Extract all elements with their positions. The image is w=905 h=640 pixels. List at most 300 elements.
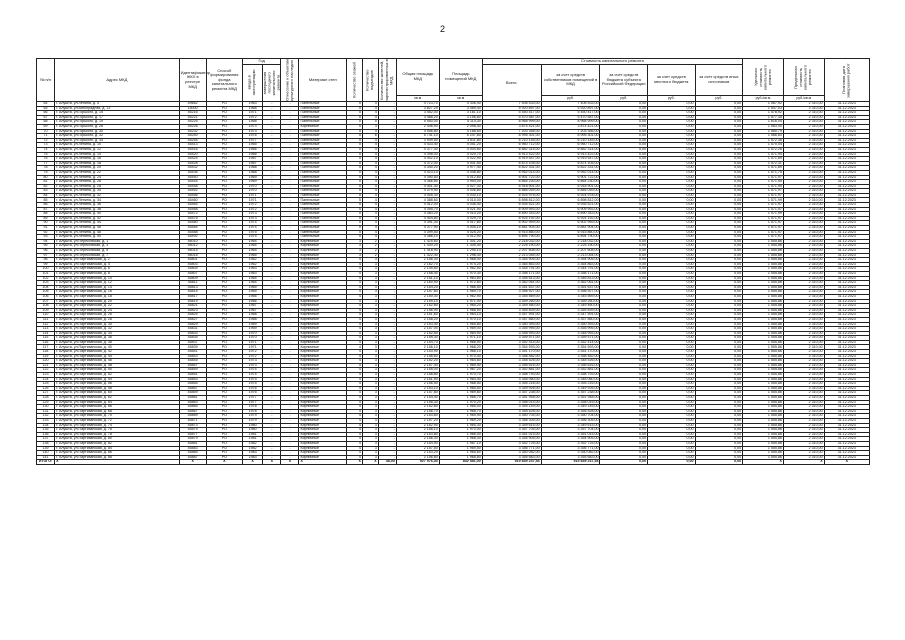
table-cell: 2 310,00 [783,193,824,198]
table-cell: - [281,221,299,226]
table-cell: 45424 [179,157,206,162]
table-cell: 31.12.2023 [824,102,869,107]
unit-max-cost: руб./кв.м [783,96,824,102]
table-cell: - [281,102,299,107]
table-cell: 31.12.2023 [824,147,869,152]
table-cell: - [281,409,299,414]
table-cell: - [378,304,396,309]
table-cell: 45456 [179,193,206,198]
table-cell: РО [206,396,242,401]
table-cell: 2 151,90 [396,377,439,382]
table-cell: 1 555,86 [743,317,784,322]
table-cell: - [263,106,281,111]
table-cell: - [281,106,299,111]
table-cell: 45879 [179,437,206,442]
table-cell: - [263,170,281,175]
table-cell: 31.12.2023 [824,304,869,309]
table-cell: 95 [37,244,55,249]
table-cell: - [281,382,299,387]
table-cell: Панельные [299,102,347,107]
table-cell: 3 364 863,00 [482,262,541,267]
table-cell: 45440 [179,175,206,180]
table-cell: РО [206,124,242,129]
table-cell: 1962 [242,258,262,263]
table-cell: 1 555,86 [743,354,784,359]
table-cell: г. Алушта, ул.Партизанская, д. 58 [55,386,179,391]
table-cell: 0,00 [695,391,743,396]
table-cell: 1 969,70 [439,290,482,295]
table-cell: 0,00 [648,147,696,152]
table-cell: Кирпичные [299,350,347,355]
table-cell: - [378,184,396,189]
table-cell: 3 352 881,00 [541,368,600,373]
table-cell: 0,00 [600,354,648,359]
table-cell: - [281,350,299,355]
table-cell: г. Алушта, ул.Партизанская, д. 40 [55,345,179,350]
table-cell: 31.12.2023 [824,363,869,368]
table-cell: 45821 [179,304,206,309]
table-cell: 1 964,40 [439,377,482,382]
table-cell: 3 351 637,00 [541,285,600,290]
table-cell: 31.12.2023 [824,340,869,345]
table-cell: 31.12.2023 [824,322,869,327]
table-cell: 4 [347,363,363,368]
table-cell: - [263,423,281,428]
table-cell: 4 340,20 [396,166,439,171]
table-cell: - [281,386,299,391]
table-cell: 31.12.2023 [824,129,869,134]
table-cell: - [281,166,299,171]
table-cell: 919 839 237,54 [541,460,600,465]
table-cell: 31.12.2023 [824,391,869,396]
table-cell: 3 352 881,00 [482,368,541,373]
table-cell: 3 [362,396,378,401]
table-cell: 1 968,20 [439,345,482,350]
table-cell: 2 310,00 [783,276,824,281]
table-cell: 0,00 [695,345,743,350]
table-cell: 4 [362,184,378,189]
table-cell: 4 [362,193,378,198]
table-cell: 1966 [242,152,262,157]
table-cell: г. Алушта, ул.Партизанская, д. 28 [55,317,179,322]
table-cell: 0,00 [648,226,696,231]
table-cell: 0,00 [648,175,696,180]
table-cell: РО [206,327,242,332]
table-cell: Кирпичные [299,239,347,244]
table-cell: 6 952 014,00 [541,170,600,175]
table-cell: 0,00 [695,455,743,460]
table-cell: 4 006,80 [439,189,482,194]
table-cell: 1 547,03 [743,106,784,111]
table-cell: - [263,239,281,244]
table-cell: РО [206,152,242,157]
table-cell: 100 [37,267,55,272]
table-cell: 4 188,60 [439,129,482,134]
table-cell: 31.12.2023 [824,405,869,410]
table-cell: 2 [362,244,378,249]
table-cell: 2 310,00 [783,262,824,267]
table-cell: 0,00 [695,382,743,387]
table-cell: Кирпичные [299,253,347,258]
table-cell: 0,00 [695,368,743,373]
table-cell: 0,00 [600,212,648,217]
table-cell: г. Алушта, ул.Горького, д. 15 [55,111,179,116]
table-cell: 0,00 [600,124,648,129]
table-cell: 31.12.2023 [824,281,869,286]
table-cell: РО [206,377,242,382]
table-cell: г. Алушта, ул.Партизанская, д. 4 [55,262,179,267]
table-cell: 0,00 [648,396,696,401]
table-cell: 0,00 [648,423,696,428]
table-cell: 3 [362,124,378,129]
table-cell: г. Алушта, ул.Ленина, д. 42 [55,216,179,221]
table-cell: г. Алушта, ул.Ленина, д. 10 [55,143,179,148]
table-cell: 4 012,60 [439,175,482,180]
table-cell: 94 [37,239,55,244]
table-cell: 1 571,89 [743,166,784,171]
table-cell: 0,00 [648,299,696,304]
table-cell: - [378,455,396,460]
table-cell: 0,00 [695,152,743,157]
table-cell: РО [206,382,242,387]
table-cell: 0,00 [695,441,743,446]
table-cell: - [378,244,396,249]
table-cell: 0,00 [600,239,648,244]
table-cell: РО [206,451,242,456]
table-cell: - [263,373,281,378]
table-cell: 31.12.2023 [824,313,869,318]
table-cell: Кирпичные [299,285,347,290]
table-cell: 1 963,60 [439,276,482,281]
table-cell: 0,00 [600,308,648,313]
table-cell: 46010 [179,239,206,244]
table-cell: 1969 [242,175,262,180]
table-cell: 72 [37,138,55,143]
table-cell: 79 [37,170,55,175]
table-cell: - [281,115,299,120]
table-cell: 3 [362,281,378,286]
table-cell: - [281,441,299,446]
table-cell: X [263,460,281,465]
table-cell: 5 [347,184,363,189]
table-cell: 2 310,00 [783,226,824,231]
table-cell: - [263,271,281,276]
table-cell: 3 358 482,00 [482,354,541,359]
table-cell: 3 359 571,00 [482,336,541,341]
table-cell: - [263,382,281,387]
table-cell: 31.12.2023 [824,400,869,405]
table-cell: РО [206,115,242,120]
table-cell: 0,00 [695,460,743,465]
table-cell: 2 154,20 [396,285,439,290]
table-cell: 0,00 [695,258,743,263]
table-cell: 2 310,00 [783,230,824,235]
table-cell: 5 [347,138,363,143]
table-cell: 2 152,90 [396,423,439,428]
table-cell: 2 310,00 [783,166,824,171]
table-cell: 4 383,20 [396,212,439,217]
table-cell: 5 550,00 [396,120,439,125]
table-cell: 1 555,86 [743,423,784,428]
table-cell: 2 [362,249,378,254]
table-cell: 0,00 [695,405,743,410]
table-cell: 1 555,86 [743,368,784,373]
table-cell: 2 218 032,00 [541,239,600,244]
table-cell: - [378,368,396,373]
table-cell: 6 960 712,00 [482,143,541,148]
table-cell: 0,00 [600,451,648,456]
table-cell: 2 310,00 [783,253,824,258]
table-cell: 6 952 014,00 [482,170,541,175]
table-cell: - [263,331,281,336]
table-cell: - [263,212,281,217]
table-cell: 0,00 [648,327,696,332]
table-cell: 0,00 [600,446,648,451]
table-cell: 0,00 [600,281,648,286]
table-cell: 6 874 105,00 [541,161,600,166]
table-cell: г. Алушта, ул.Партизанская, д. 76 [55,428,179,433]
table-cell: - [263,230,281,235]
table-cell: 121 [37,363,55,368]
table-cell: 45849 [179,368,206,373]
table-cell: 1 972,60 [439,281,482,286]
col-owners: за счет средств собственников помещений в МКД [541,64,600,95]
table-cell: - [281,239,299,244]
table-cell: 3 355 216,00 [482,382,541,387]
table-cell: 75 [37,152,55,157]
table-cell: 832 581,00 [439,460,482,465]
table-cell: 1 966,00 [439,432,482,437]
table-cell: 3 359 571,00 [541,336,600,341]
table-cell: 3 352 725,00 [541,441,600,446]
table-cell: 3 357 860,00 [482,317,541,322]
table-cell: - [281,313,299,318]
table-cell: 6 935 521,00 [482,203,541,208]
table-cell: Панельные [299,226,347,231]
table-cell: - [378,152,396,157]
table-cell: Кирпичные [299,386,347,391]
table-cell: 123 [37,373,55,378]
table-cell: 4 [362,226,378,231]
table-cell: - [378,143,396,148]
table-cell: - [378,198,396,203]
table-cell: - [281,207,299,212]
table-cell: 31.12.2023 [824,226,869,231]
table-cell: РО [206,147,242,152]
table-cell: 45420 [179,152,206,157]
table-cell: 0,00 [648,285,696,290]
table-cell: 5 [347,120,363,125]
table-cell: 4 723,70 [396,102,439,107]
table-cell: - [263,152,281,157]
table-cell: 31.12.2023 [824,308,869,313]
table-cell: 0,00 [648,331,696,336]
table-cell: 4 004,80 [439,147,482,152]
table-cell: г. Алушта, ул.Партизанская, д. 48 [55,363,179,368]
table-cell: г. Алушта, ул.Партизанская, д. 8 [55,271,179,276]
table-cell: 6 901 722,00 [541,175,600,180]
table-cell: 2 157,50 [396,446,439,451]
table-cell: 3 348 526,00 [482,359,541,364]
table-cell: Кирпичные [299,313,347,318]
table-cell: 1 571,97 [743,226,784,231]
table-cell: 1 962,50 [439,267,482,272]
table-cell: - [263,432,281,437]
table-cell: - [263,285,281,290]
table-cell: - [378,120,396,125]
table-cell: г. Алушта, ул.Перекопская, д. 3 [55,244,179,249]
table-cell: 1 555,86 [743,331,784,336]
table-cell: - [263,143,281,148]
table-cell: 4 433,40 [396,143,439,148]
table-cell: X [55,460,179,465]
unit-region: руб. [600,96,648,102]
table-cell: 2 310,00 [783,308,824,313]
table-cell: 1972 [242,203,262,208]
table-cell: 45801 [179,258,206,263]
table-cell: Кирпичные [299,322,347,327]
table-cell: - [263,203,281,208]
table-cell: 1 555,86 [743,350,784,355]
table-cell: 6 882 314,00 [482,147,541,152]
table-cell: 4 030,10 [439,193,482,198]
table-cell: 4 051,20 [439,143,482,148]
table-cell: 45811 [179,281,206,286]
table-cell: 6 902 959,00 [541,221,600,226]
table-cell: 2 158,40 [396,271,439,276]
table-cell: 45216 [179,111,206,116]
table-cell: - [378,106,396,111]
table-cell: 6 885 059,00 [482,189,541,194]
table-cell: г. Алушта, ул.Ленина, д. 34 [55,198,179,203]
table-cell: РО [206,262,242,267]
table-cell: 4 [347,373,363,378]
table-cell: Панельные [299,180,347,185]
table-cell: - [263,216,281,221]
table-cell: 140 [37,451,55,456]
table-cell: 0,00 [695,299,743,304]
table-cell: 98 [37,258,55,263]
table-cell: 1 970,20 [439,400,482,405]
table-cell: - [263,226,281,231]
table-cell: - [263,345,281,350]
table-cell: РО [206,198,242,203]
table-cell: - [378,423,396,428]
table-cell: 6 210 145,00 [482,138,541,143]
table-cell: 1966 [242,294,262,299]
table-cell: Кирпичные [299,428,347,433]
table-cell: - [263,129,281,134]
table-cell: 1 571,99 [743,212,784,217]
table-cell: РО [206,350,242,355]
table-cell: 86 [37,203,55,208]
table-cell: 1 965,00 [439,405,482,410]
table-cell: 2 225 190,00 [541,244,600,249]
table-cell: 0,00 [648,350,696,355]
table-cell: 4 [347,276,363,281]
col-other: за счет средств иных источников [695,64,743,95]
table-cell: 4 [347,340,363,345]
table-cell: 2 156,30 [396,258,439,263]
table-cell: 0,00 [600,134,648,139]
table-cell: 45875 [179,428,206,433]
table-cell: 31.12.2023 [824,359,869,364]
table-cell: г. Алушта, ул.Партизанская, д. 78 [55,432,179,437]
table-cell: 2 310,00 [783,354,824,359]
table-cell: 3 348 993,00 [541,331,600,336]
table-cell: г. Алушта, ул.Партизанская, д. 86 [55,451,179,456]
table-cell: 1 555,86 [743,345,784,350]
table-cell: - [263,166,281,171]
table-cell: Панельные [299,143,347,148]
table-cell: 1 968,90 [439,308,482,313]
table-cell: - [281,281,299,286]
col-entrances: Количество подъездов [362,59,378,102]
table-cell: 45877 [179,432,206,437]
table-cell: Кирпичные [299,373,347,378]
table-cell: 2 310,00 [783,249,824,254]
table-cell: г. Алушта, ул.Партизанская, д. 64 [55,400,179,405]
table-cell: 6 901 722,00 [482,175,541,180]
table-cell: 3 357 238,00 [482,391,541,396]
table-cell: 0,00 [648,308,696,313]
table-cell: г. Алушта, ул.Ленина, д. 40 [55,212,179,217]
table-cell: 0,00 [600,313,648,318]
table-cell: 0,00 [695,184,743,189]
table-cell: 3 350 393,00 [541,322,600,327]
table-cell: 8 995 301,00 [541,134,600,139]
table-cell: - [378,317,396,322]
table-cell: 3 [362,432,378,437]
table-cell: Кирпичные [299,354,347,359]
table-cell: 1 964,90 [439,331,482,336]
table-cell: 0,00 [648,409,696,414]
table-cell: 0,00 [648,460,696,465]
table-cell: 2 310,00 [783,189,824,194]
table-cell: 1 555,86 [743,313,784,318]
table-cell: - [378,175,396,180]
table-cell: г. Алушта, ул.Ленина, д. 26 [55,180,179,185]
table-cell: 0,00 [695,354,743,359]
table-total-row [37,460,870,465]
table-cell: 2 310,00 [783,400,824,405]
table-cell: 5 [347,235,363,240]
table-cell: 2 310,00 [783,327,824,332]
table-cell: г. Алушта, ул.Ленина, д. 30 [55,189,179,194]
table-cell: 3 [347,244,363,249]
unit-unit-cost: руб./кв.м [743,96,784,102]
table-cell: 31.12.2023 [824,180,869,185]
table-cell: - [281,138,299,143]
table-cell: - [263,120,281,125]
table-cell: РО [206,249,242,254]
table-cell: 4 027,30 [439,184,482,189]
table-cell: 3 357 704,00 [541,428,600,433]
table-cell: РО [206,180,242,185]
table-cell: 0,00 [695,363,743,368]
table-cell: 0,00 [695,221,743,226]
table-cell: 0,00 [695,290,743,295]
table-cell: 0,00 [648,157,696,162]
table-cell: 3 [362,446,378,451]
table-cell: - [378,262,396,267]
table-cell: 0,00 [600,226,648,231]
table-cell: - [378,281,396,286]
table-cell: 0,00 [648,290,696,295]
table-cell: 4 [347,409,363,414]
table-cell: 2 310,00 [783,331,824,336]
table-cell: 0,00 [600,166,648,171]
